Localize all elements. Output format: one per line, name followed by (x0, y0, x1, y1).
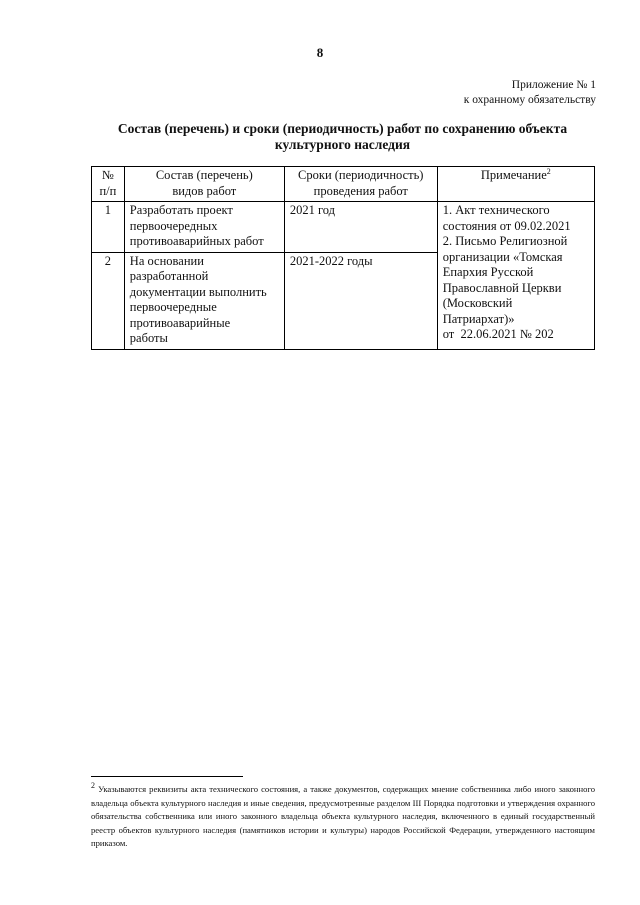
header-terms-line-1: Сроки (периодичность) (298, 168, 424, 182)
works-line: первоочередные (129, 300, 217, 314)
header-terms-line-2: проведения работ (313, 183, 408, 198)
row-works (124, 202, 284, 253)
header-number-line-1: № (101, 168, 114, 182)
note-line: состояния от 09.02.2021 (442, 218, 571, 233)
row-terms: 2021-2022 годы (284, 252, 437, 349)
header-works (124, 167, 284, 202)
row-number: 2 (92, 252, 125, 349)
header-note (437, 167, 594, 202)
appendix-line-1: Приложение № 1 (511, 79, 596, 91)
footnote-divider (91, 776, 243, 777)
page-number: 8 (316, 45, 324, 60)
footnote (91, 783, 595, 851)
note-line: Православной Церкви (442, 280, 562, 295)
works-line: работы (129, 331, 168, 345)
row-works (124, 252, 284, 349)
note-line: (Московский (442, 296, 513, 310)
works-line: первоочередных (129, 218, 218, 233)
header-terms (284, 167, 437, 202)
works-line: противоаварийных работ (129, 234, 264, 248)
note-line: организации «Томская (442, 249, 563, 264)
works-line: На основании (129, 253, 204, 268)
row-terms: 2021 год (284, 202, 437, 253)
works-line: Разработать проект (129, 203, 233, 217)
works-table (91, 166, 595, 350)
table-header-row (92, 167, 595, 202)
note-line: от 22.06.2021 № 202 (442, 327, 554, 341)
document-title (90, 121, 595, 153)
note-line: Патриархат)» (442, 311, 515, 326)
table-row (92, 202, 595, 253)
footnote-reference: 2 (546, 166, 551, 176)
works-line: разработанной (129, 269, 209, 283)
note-line: 1. Акт технического (442, 203, 550, 217)
appendix-line-2: к охранному обязательству (463, 94, 596, 106)
header-number-line-2: п/п (99, 183, 117, 198)
works-line: противоаварийные (129, 315, 231, 330)
footnote-text: Указываются реквизиты акта технического состояния, а также документов, содержащих мнение собственника либо иного законного владельца объекта культурного наследия и иные сведения, предусмотренные разделом III Порядка подготовки и утверждения охранного обязательства собственника или иного законного владельца объекта культурного наследия, включенного в единый государственный реестр объектов культурного наследия (памятников истории и культуры) народов Российской Федерации, утвержденного настоящим приказом. (91, 784, 595, 848)
document-title-line-1: Состав (перечень) и сроки (периодичность) работ по сохранению объекта (117, 121, 568, 136)
header-number (92, 167, 125, 202)
footnote-marker: 2 (91, 781, 95, 791)
works-line: документации выполнить (129, 284, 267, 299)
header-works-line-1: Состав (перечень) (155, 168, 253, 182)
appendix-reference (464, 78, 596, 108)
note-cell (437, 202, 594, 350)
note-line: 2. Письмо Религиозной (442, 234, 568, 248)
header-note-label: Примечание (480, 168, 547, 182)
document-title-line-2: культурного наследия (274, 137, 411, 152)
note-line: Епархия Русской (442, 265, 534, 279)
row-number: 1 (92, 202, 125, 253)
header-works-line-2: видов работ (172, 183, 237, 198)
